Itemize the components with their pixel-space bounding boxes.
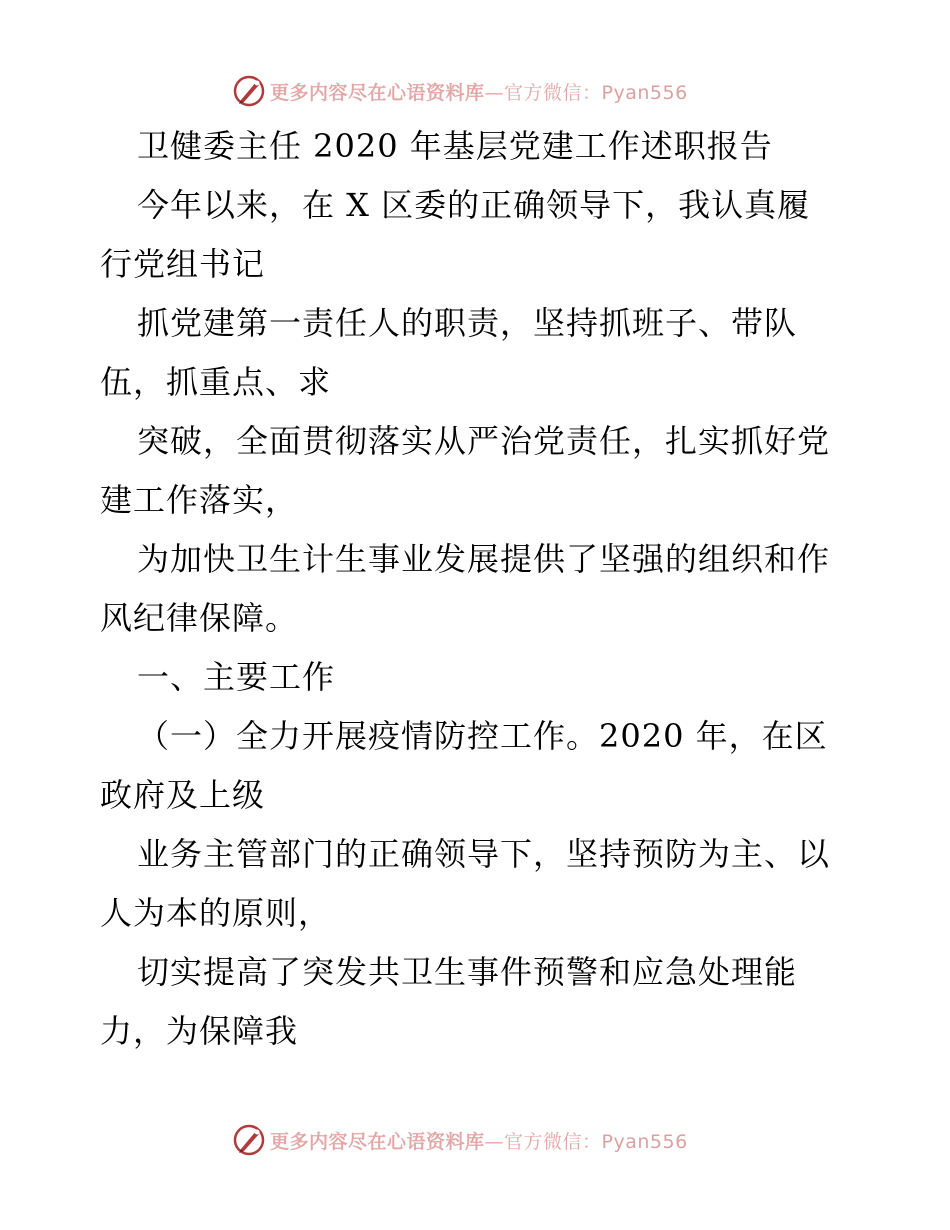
paragraph-line: 政府及上级	[100, 776, 266, 814]
document-title: 卫健委主任 2020 年基层党建工作述职报告	[137, 127, 773, 165]
paragraph-line: 行党组书记	[100, 245, 266, 283]
paragraph-line: 突破，全面贯彻落实从严治党责任，扎实抓好党	[137, 422, 831, 460]
paragraph-line: 风纪律保障。	[100, 599, 299, 637]
watermark-text	[270, 78, 688, 105]
watermark-dash: —	[484, 1130, 505, 1153]
watermark-wechat-id: Pyan556	[601, 1130, 688, 1153]
watermark-wechat-label: 官方微信：	[504, 1130, 602, 1153]
watermark-wechat-label: 官方微信：	[504, 81, 602, 104]
paragraph-line: 伍，抓重点、求	[100, 363, 332, 401]
paragraph-line: 力，为保障我	[100, 1012, 299, 1050]
watermark-title: 更多内容尽在心语资料库	[270, 1130, 485, 1153]
paragraph-line: 为加快卫生计生事业发展提供了坚强的组织和作	[137, 540, 831, 578]
footer-watermark	[232, 1120, 732, 1160]
paragraph-line: 人为本的原则，	[100, 894, 332, 932]
quill-logo-icon	[232, 1123, 266, 1157]
watermark-dash: —	[484, 81, 505, 104]
paragraph-line: 切实提高了突发共卫生事件预警和应急处理能	[137, 953, 798, 991]
paragraph-line: 建工作落实，	[100, 481, 299, 519]
paragraph-line: 今年以来，在 X 区委的正确领导下，我认真履	[137, 186, 811, 224]
watermark-title: 更多内容尽在心语资料库	[270, 81, 485, 104]
paragraph-line: （一）全力开展疫情防控工作。2020 年，在区	[137, 717, 828, 755]
paragraph-line: 抓党建第一责任人的职责，坚持抓班子、带队	[137, 304, 798, 342]
quill-logo-icon	[232, 74, 266, 108]
watermark-wechat-id: Pyan556	[601, 81, 688, 104]
section-heading: 一、主要工作	[137, 658, 336, 696]
paragraph-line: 业务主管部门的正确领导下，坚持预防为主、以	[137, 835, 831, 873]
watermark-text	[270, 1127, 688, 1154]
header-watermark	[232, 71, 732, 111]
